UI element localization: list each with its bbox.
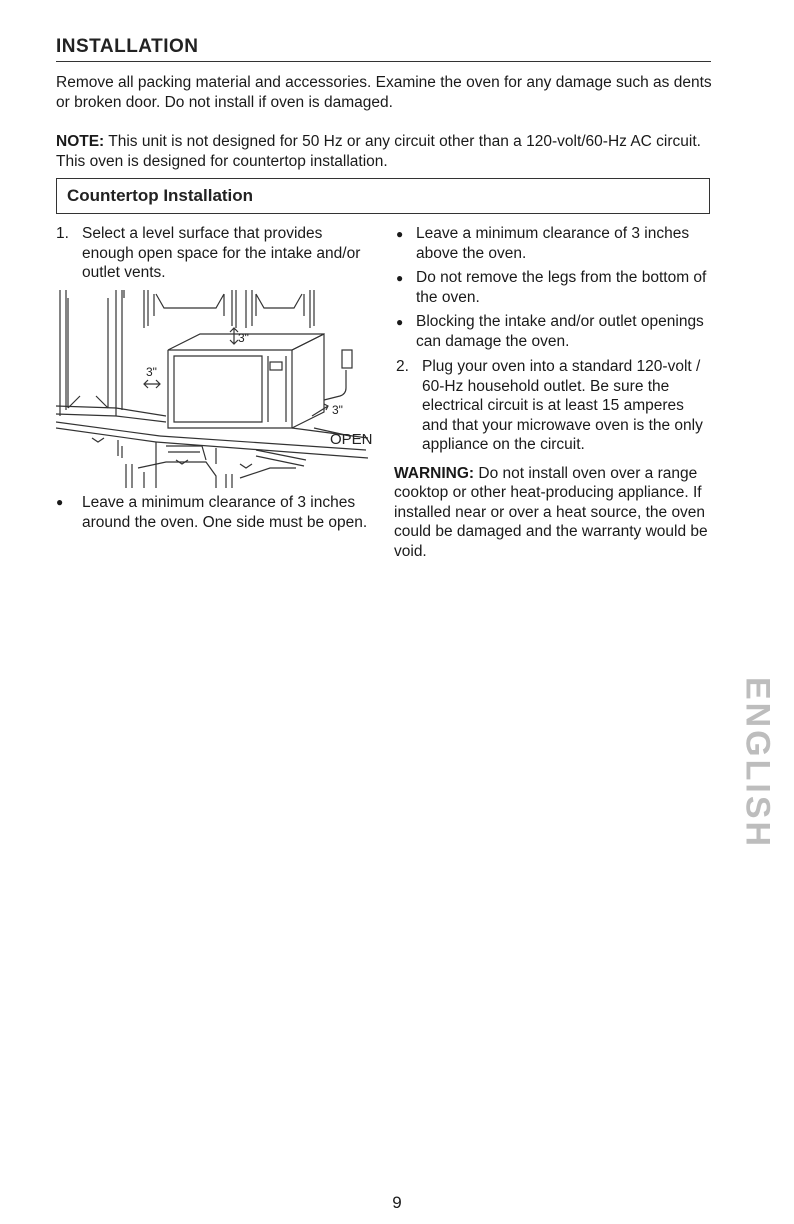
right-column [394, 224, 714, 561]
step-2 [394, 357, 714, 455]
list-item [394, 268, 714, 307]
left-bullet-text: Leave a minimum clearance of 3 inches around the oven. One side must be open. [82, 494, 368, 531]
step-1-text: Select a level surface that provides enough open space for the intake and/or outlet vents. [82, 225, 361, 281]
page-title: INSTALLATION [56, 36, 199, 57]
bullet-icon: ● [396, 271, 404, 285]
language-side-tab [735, 668, 779, 858]
figure-label-left: 3" [146, 365, 157, 379]
step-2-number: 2. [396, 358, 409, 375]
title-divider [56, 61, 711, 62]
bullet-icon: ● [396, 227, 404, 241]
language-label: ENGLISH [738, 676, 777, 850]
figure-label-top: 3" [238, 331, 249, 345]
note-text: This unit is not designed for 50 Hz or any circuit other than a 120-volt/60-Hz AC circuit. This oven is designed for countertop installation. [56, 133, 701, 170]
warning-paragraph [394, 464, 714, 562]
list-item [394, 312, 714, 351]
step-2-text: Plug your oven into a standard 120-volt / 60-Hz household outlet. Be sure the electrical circuit is at least 15 amperes and that your microwave oven is the only appliance on the circuit. [422, 358, 703, 453]
figure-label-right: 3" [332, 403, 343, 417]
bullet-icon: ● [56, 495, 64, 509]
countertop-illustration [56, 288, 386, 498]
section-header-box [56, 178, 710, 214]
list-item [394, 224, 714, 263]
figure-label-open: OPEN [330, 431, 373, 448]
bullet-text: Leave a minimum clearance of 3 inches above the oven. [416, 225, 690, 262]
left-bullet-list [56, 493, 376, 532]
section-title: Countertop Installation [67, 186, 254, 205]
warning-text: Do not install oven over a range cooktop or other heat-producing appliance. If installed near or over a heat source, the oven could be damaged and the warranty would be void. [394, 464, 708, 560]
warning-label: WARNING: [394, 464, 475, 482]
step-1-number: 1. [56, 225, 69, 242]
intro-paragraph: Remove all packing material and accessories. Examine the oven for any damage such as dents or broken door. Do not install if oven is damaged. [56, 74, 712, 111]
bullet-text: Do not remove the legs from the bottom of the oven. [416, 269, 707, 306]
note-paragraph [56, 132, 716, 172]
note-label: NOTE: [56, 133, 105, 150]
bullet-icon: ● [396, 315, 404, 329]
page-number: 9 [392, 1193, 402, 1212]
bullet-text: Blocking the intake and/or outlet openings can damage the oven. [416, 313, 704, 350]
step-1 [56, 224, 376, 283]
